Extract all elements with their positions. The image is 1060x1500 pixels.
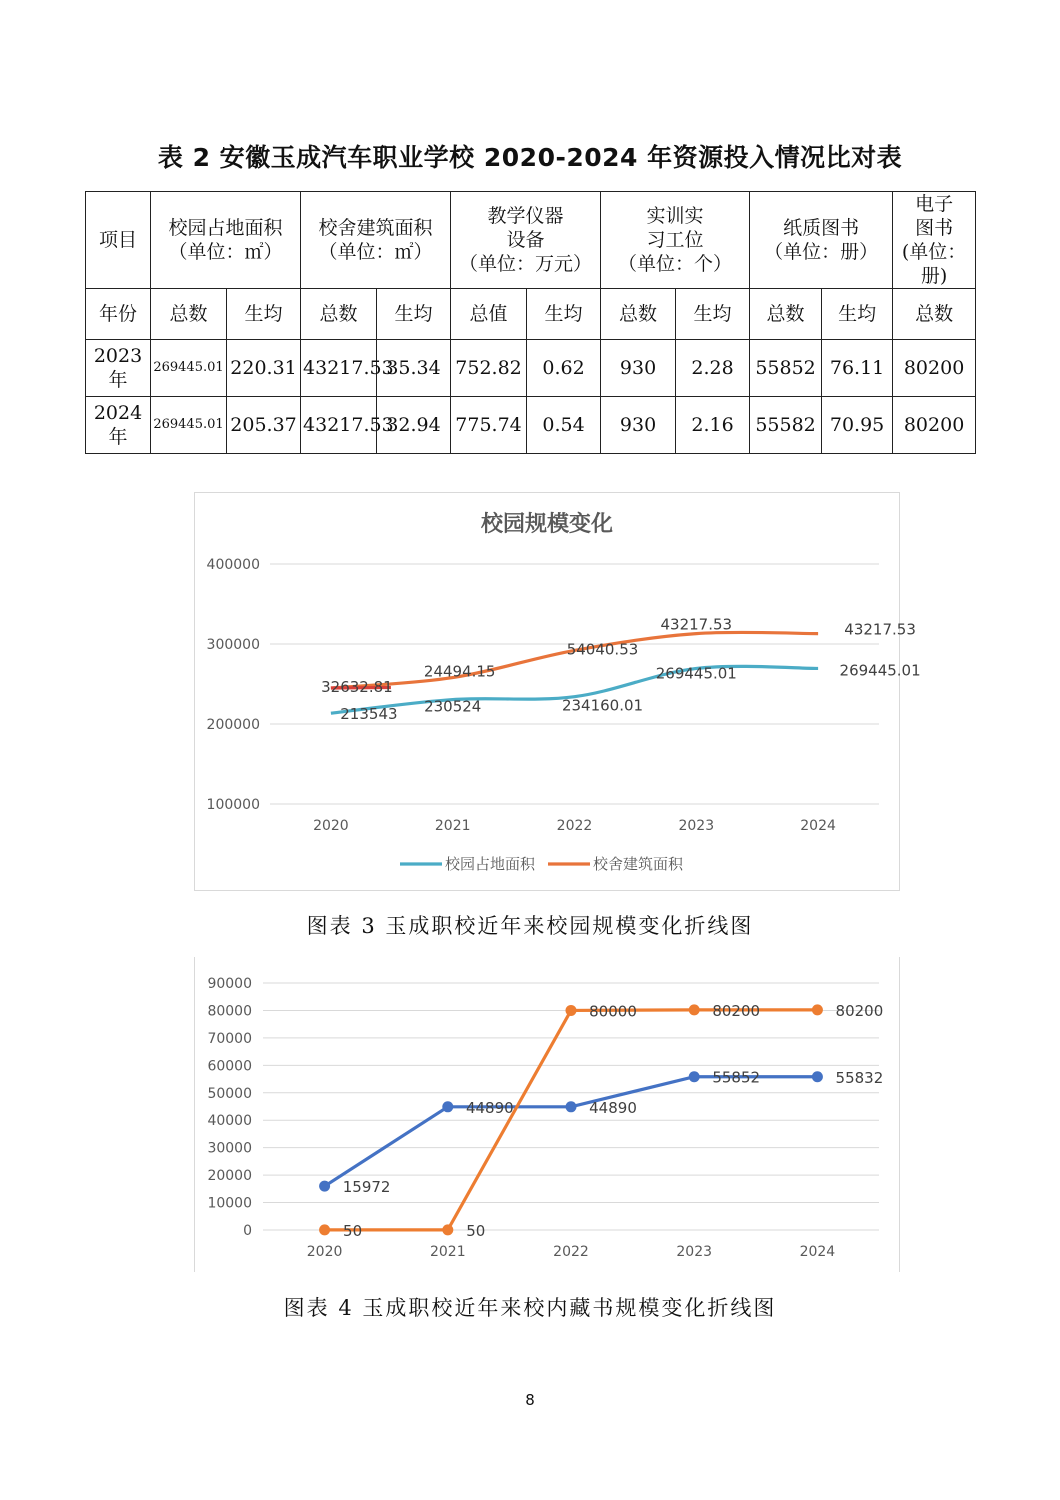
y-tick-label: 10000 — [207, 1195, 252, 1212]
header-cell: 校园占地面积 （单位：㎡） — [151, 192, 301, 289]
table-cell: 220.31 — [227, 340, 301, 397]
header-cell: 生均 — [676, 289, 750, 340]
table-title: 表 2 安徽玉成汽车职业学校 2020-2024 年资源投入情况比对表 — [157, 143, 903, 172]
x-tick-label: 2021 — [434, 818, 471, 834]
y-tick-label: 80000 — [207, 1003, 252, 1020]
header-cell: 教学仪器 设备 （单位：万元） — [451, 192, 601, 289]
data-label: 54040.53 — [566, 640, 639, 659]
table-cell: 775.74 — [451, 397, 527, 454]
y-tick-label: 300000 — [206, 637, 260, 653]
data-point — [812, 1071, 823, 1082]
table-cell: 752.82 — [451, 340, 527, 397]
table-cell: 205.37 — [227, 397, 301, 454]
data-label: 269445.01 — [839, 661, 921, 680]
header-cell: 总数 — [151, 289, 227, 340]
table-cell: 80200 — [893, 397, 976, 454]
table-row — [86, 397, 976, 454]
data-label: 55852 — [712, 1068, 761, 1087]
data-label: 44890 — [589, 1098, 637, 1117]
table-header-row-2 — [86, 289, 976, 340]
data-point — [442, 1224, 453, 1235]
table-header-row-1 — [86, 192, 976, 289]
data-label: 50 — [466, 1221, 486, 1240]
table-cell: 2023 年 — [86, 340, 151, 397]
table-cell: 269445.01 — [151, 397, 227, 454]
data-point — [689, 1071, 700, 1082]
x-tick-label: 2024 — [800, 818, 836, 834]
header-cell: 总数 — [301, 289, 377, 340]
x-tick-label: 2023 — [676, 1244, 713, 1260]
data-label: 44890 — [465, 1098, 514, 1117]
header-cell: 总值 — [451, 289, 527, 340]
table-cell: 2.28 — [676, 340, 750, 397]
header-cell: 电子 图书 (单位：册) — [893, 192, 976, 289]
data-label: 55832 — [835, 1068, 884, 1087]
data-point — [319, 1181, 330, 1192]
header-cell: 生均 — [822, 289, 893, 340]
header-cell: 总数 — [601, 289, 676, 340]
y-tick-label: 20000 — [207, 1168, 252, 1185]
y-tick-label: 90000 — [207, 976, 252, 992]
data-label: 43217.53 — [660, 615, 733, 634]
data-label: 234160.01 — [561, 696, 644, 715]
header-cell: 生均 — [527, 289, 601, 340]
data-point — [689, 1004, 700, 1015]
table-cell: 269445.01 — [151, 340, 227, 397]
y-tick-label: 70000 — [207, 1030, 252, 1047]
y-tick-label: 60000 — [207, 1058, 252, 1075]
data-label: 80000 — [589, 1002, 637, 1021]
data-label: 15972 — [342, 1178, 391, 1197]
y-tick-label: 30000 — [207, 1140, 252, 1157]
data-label: 80200 — [835, 1001, 884, 1020]
table-cell: 55582 — [750, 397, 822, 454]
data-label: 213543 — [340, 705, 398, 724]
data-point — [319, 1224, 330, 1235]
legend-label: 校园占地面积 — [445, 855, 536, 873]
table-cell: 43217.53 — [301, 340, 377, 397]
header-cell: 实训实 习工位 （单位：个） — [601, 192, 750, 289]
book-scale-chart — [194, 957, 900, 1272]
data-label: 43217.53 — [844, 620, 916, 639]
table-cell: 2.16 — [676, 397, 750, 454]
chart-title: 校园规模变化 — [480, 512, 614, 537]
header-cell: 生均 — [227, 289, 301, 340]
y-tick-label: 200000 — [206, 717, 260, 733]
chart3-caption: 图表 3 玉成职校近年来校园规模变化折线图 — [306, 914, 754, 938]
data-point — [566, 1005, 577, 1016]
data-label: 50 — [343, 1221, 363, 1240]
table-cell: 43217.53 — [301, 397, 377, 454]
data-label: 32632.81 — [321, 678, 393, 696]
header-cell: 生均 — [377, 289, 451, 340]
table-cell: 35.34 — [377, 340, 451, 397]
y-tick-label: 50000 — [207, 1085, 252, 1102]
table-cell: 70.95 — [822, 397, 893, 454]
table-cell: 930 — [601, 340, 676, 397]
x-tick-label: 2020 — [313, 818, 349, 834]
header-cell: 年份 — [86, 289, 151, 340]
table-cell: 32.94 — [377, 397, 451, 454]
campus-scale-chart-svg — [195, 493, 921, 890]
table-cell: 0.62 — [527, 340, 601, 397]
campus-scale-chart — [194, 492, 921, 891]
table-cell: 930 — [601, 397, 676, 454]
header-cell: 校舍建筑面积 （单位：㎡） — [301, 192, 451, 289]
data-point — [442, 1101, 453, 1112]
table-cell: 2024 年 — [86, 397, 151, 454]
x-tick-label: 2022 — [556, 818, 593, 834]
header-cell: 总数 — [750, 289, 822, 340]
data-label: 80200 — [712, 1001, 761, 1020]
x-tick-label: 2023 — [678, 818, 715, 834]
header-cell: 项目 — [86, 192, 151, 289]
x-tick-label: 2024 — [799, 1244, 836, 1260]
data-label: 24494.15 — [423, 662, 496, 681]
data-point — [566, 1101, 577, 1112]
table-cell: 0.54 — [527, 397, 601, 454]
x-tick-label: 2022 — [553, 1244, 589, 1260]
table-cell: 76.11 — [822, 340, 893, 397]
table-cell: 80200 — [893, 340, 976, 397]
header-cell: 总数 — [893, 289, 976, 340]
table-row — [86, 340, 976, 397]
x-tick-label: 2021 — [429, 1244, 466, 1260]
data-label: 269445.01 — [655, 664, 737, 683]
data-point — [812, 1004, 823, 1015]
resource-table — [85, 191, 976, 454]
y-tick-label: 400000 — [206, 557, 260, 573]
page-number: 8 — [525, 1391, 535, 1409]
legend-label: 校舍建筑面积 — [593, 855, 684, 873]
header-cell: 纸质图书 （单位：册） — [750, 192, 893, 289]
x-tick-label: 2020 — [306, 1244, 343, 1260]
table-cell: 55852 — [750, 340, 822, 397]
chart4-caption: 图表 4 玉成职校近年来校内藏书规模变化折线图 — [283, 1296, 777, 1320]
data-label: 230524 — [424, 697, 482, 716]
book-scale-chart-svg — [195, 957, 899, 1272]
y-tick-label: 40000 — [207, 1113, 252, 1130]
y-tick-label: 0 — [243, 1223, 252, 1239]
y-tick-label: 100000 — [206, 797, 260, 813]
